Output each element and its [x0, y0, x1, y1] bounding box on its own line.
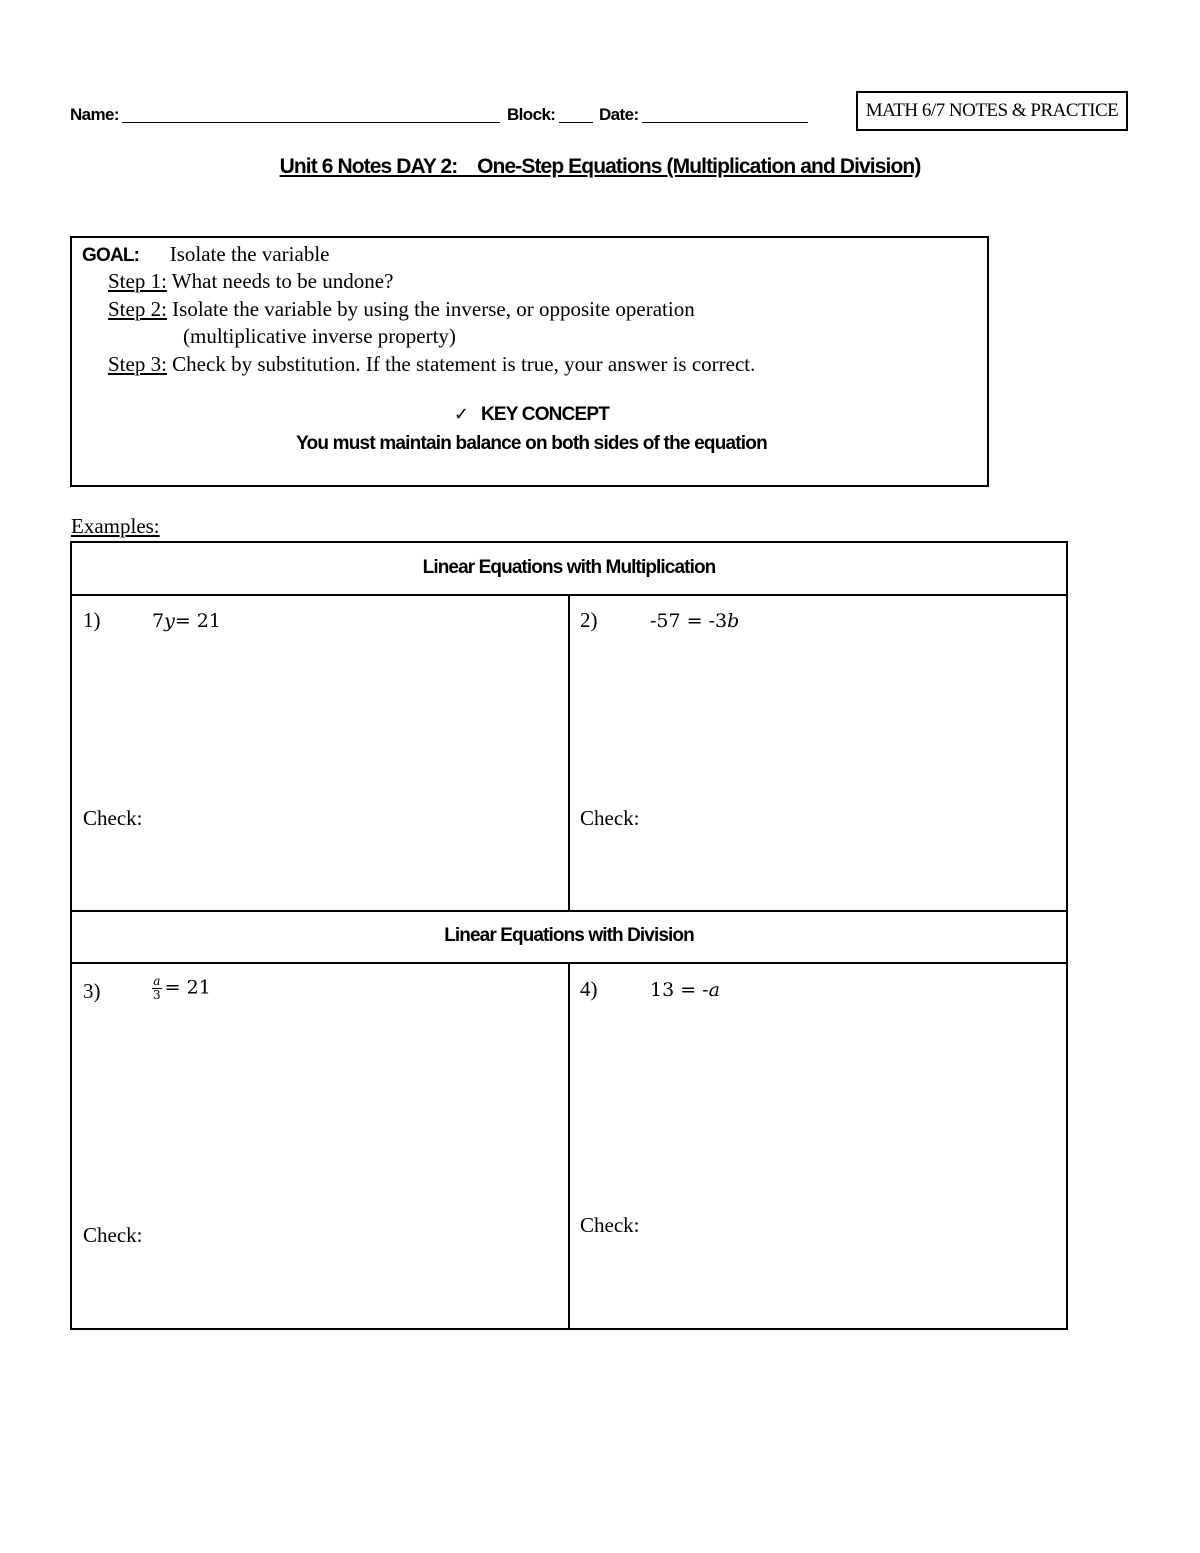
- step-1-text: What needs to be undone?: [171, 269, 394, 293]
- name-blank[interactable]: [122, 122, 500, 123]
- multiplication-heading: Linear Equations with Multiplication: [422, 557, 716, 578]
- equation-rhs: = 21: [174, 610, 221, 632]
- problem-4-check: Check:: [580, 1213, 640, 1237]
- date-blank[interactable]: [642, 122, 808, 123]
- problem-1-check: Check:: [83, 806, 143, 830]
- problem-4-number: 4): [580, 977, 598, 1001]
- equation-lhs: -57 = -3: [650, 610, 728, 632]
- step-2-text: Isolate the variable by using the inverse, or opposite operation: [172, 297, 695, 321]
- examples-label: Examples:: [71, 514, 160, 538]
- problem-1-work-area[interactable]: [83, 643, 553, 793]
- step-1-label: Step 1:: [108, 269, 167, 293]
- key-statement: You must maintain balance on both sides of the equation: [296, 433, 767, 454]
- problem-3-work-area[interactable]: [83, 1013, 553, 1203]
- problem-4-equation: [650, 979, 720, 1001]
- equation-rhs: = 21: [164, 976, 211, 999]
- goal-label: GOAL:: [82, 245, 140, 266]
- problem-2-equation: [650, 610, 739, 632]
- step-3-label: Step 3:: [108, 352, 167, 376]
- check-mark-icon: ✓: [453, 404, 469, 425]
- divider: [72, 910, 1066, 912]
- goal-box: [70, 236, 989, 487]
- problem-1-equation: [152, 610, 221, 632]
- key-concept-line: [72, 404, 991, 426]
- problem-3-number: 3): [83, 979, 101, 1003]
- step-3-text: Check by substitution. If the statement is true, your answer is correct.: [172, 352, 756, 376]
- course-box: MATH 6/7 NOTES & PRACTICE: [856, 91, 1128, 131]
- problem-2-work-area[interactable]: [580, 643, 1050, 793]
- key-concept-label: KEY CONCEPT: [480, 404, 610, 425]
- problem-2-check: Check:: [580, 806, 640, 830]
- examples-table: [70, 541, 1068, 1330]
- fraction: [152, 975, 162, 1002]
- step-2-continued: (multiplicative inverse property): [183, 324, 456, 348]
- fraction-denominator: 3: [153, 988, 161, 1002]
- problem-3-check: Check:: [83, 1223, 143, 1247]
- divider: [568, 594, 570, 911]
- block-label: Block:: [507, 105, 556, 124]
- step-3: [108, 350, 755, 378]
- goal-line: [82, 240, 329, 270]
- page-title: Unit 6 Notes DAY 2: One-Step Equations (Multiplication and Division): [279, 155, 921, 178]
- equation-variable: b: [727, 610, 740, 632]
- equation-variable: a: [708, 979, 720, 1001]
- equation-lhs: 13 = -: [650, 979, 709, 1001]
- problem-2-number: 2): [580, 608, 598, 632]
- equation-variable: y: [164, 610, 175, 632]
- date-label: Date:: [599, 105, 639, 124]
- block-blank[interactable]: [559, 122, 593, 123]
- divider: [568, 962, 570, 1330]
- step-2-label: Step 2:: [108, 297, 167, 321]
- goal-text: Isolate the variable: [169, 242, 330, 266]
- problem-3-equation: [152, 975, 211, 1002]
- problem-1-number: 1): [83, 608, 101, 632]
- step-1: [108, 267, 393, 295]
- division-heading: Linear Equations with Division: [444, 925, 694, 946]
- fraction-numerator: a: [153, 974, 161, 988]
- name-label: Name:: [70, 105, 119, 124]
- step-2: [108, 295, 695, 323]
- problem-4-work-area[interactable]: [580, 1013, 1050, 1198]
- equation-lhs: 7: [152, 610, 165, 632]
